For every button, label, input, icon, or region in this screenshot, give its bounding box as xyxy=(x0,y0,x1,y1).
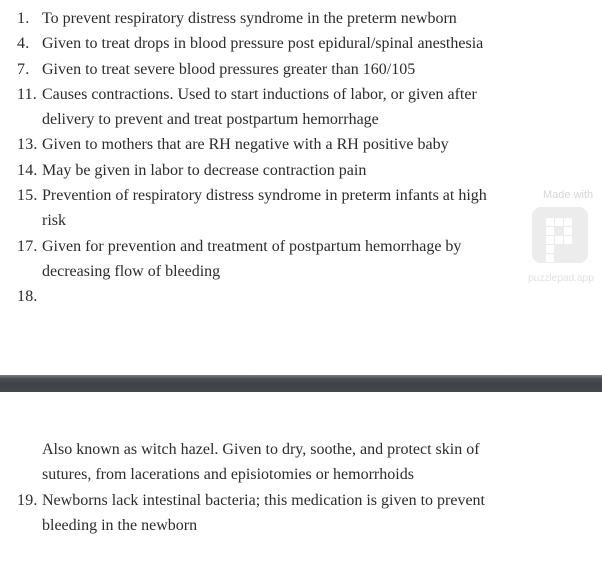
clue-line: Causes contractions. Used to start inductions of labor, or given after xyxy=(42,85,477,103)
puzzlepad-logo-pixel xyxy=(564,245,572,253)
clue-text xyxy=(42,234,590,285)
clue-line: Prevention of respiratory distress syndrome in preterm infants at high xyxy=(42,187,487,205)
clue-line: Given for prevention and treatment of postpartum hemorrhage by xyxy=(42,237,462,255)
clue-text xyxy=(42,31,590,56)
puzzlepad-logo-pixel xyxy=(546,218,554,226)
puzzlepad-logo-icon xyxy=(532,207,588,263)
clue-number: 7. xyxy=(17,60,30,78)
clue-text xyxy=(42,82,590,133)
clue-row xyxy=(17,57,590,82)
clue-row xyxy=(17,6,590,31)
clue-line: Given to mothers that are RH negative with a RH positive baby xyxy=(42,136,449,154)
clue-line: decreasing flow of bleeding xyxy=(42,262,221,280)
clue-line: risk xyxy=(42,212,66,230)
clue-text xyxy=(42,488,590,539)
clue-line: bleeding in the newborn xyxy=(42,516,198,534)
clue-row xyxy=(17,132,590,157)
clue-text xyxy=(42,183,590,234)
puzzlepad-logo-pixel xyxy=(555,236,563,244)
clue-text xyxy=(42,158,590,183)
puzzlepad-logo-pixel xyxy=(564,227,572,235)
clue-row xyxy=(17,284,590,309)
clue-number: 13. xyxy=(17,136,38,154)
puzzlepad-logo-pixel xyxy=(555,227,563,235)
page-separator xyxy=(0,375,602,392)
clue-row xyxy=(17,158,590,183)
clue-list-page-2 xyxy=(17,437,590,538)
clue-row xyxy=(17,183,590,234)
puzzlepad-logo-pixel xyxy=(546,227,554,235)
puzzlepad-logo-pixel xyxy=(546,245,554,253)
watermark-made-with-label: Made with xyxy=(543,189,594,201)
clue-line: delivery to prevent and treat postpartum hemorrhage xyxy=(42,111,379,129)
clue-line: May be given in labor to decrease contraction pain xyxy=(42,161,367,179)
clue-line: sutures, from lacerations and episiotomies or hemorrhoids xyxy=(42,466,414,484)
clue-line: Given to treat drops in blood pressure post epidural/spinal anesthesia xyxy=(42,35,484,53)
puzzlepad-logo-pixel xyxy=(564,218,572,226)
clue-text xyxy=(42,6,590,31)
puzzlepad-logo-pixel xyxy=(555,245,563,253)
clue-number: 17. xyxy=(17,237,38,255)
clue-row xyxy=(17,82,590,133)
clue-number: 18. xyxy=(17,288,38,306)
clue-row xyxy=(17,234,590,285)
clue-number: 1. xyxy=(17,10,30,27)
clue-text xyxy=(42,437,590,488)
clue-text xyxy=(42,284,590,309)
clue-list-page-1 xyxy=(17,6,590,310)
puzzlepad-logo-pixel xyxy=(564,236,572,244)
clue-number: 15. xyxy=(17,187,38,205)
puzzlepad-logo-pixel xyxy=(564,254,572,262)
clue-line: To prevent respiratory distress syndrome in the preterm newborn xyxy=(42,10,457,27)
watermark-brand-label: puzzlepad.app xyxy=(528,272,594,284)
clue-number: 19. xyxy=(17,491,38,509)
clue-line: Also known as witch hazel. Given to dry, soothe, and protect skin of xyxy=(42,441,480,458)
clue-row xyxy=(17,31,590,56)
clue-number: 11. xyxy=(17,85,38,103)
puzzlepad-logo-pixel xyxy=(546,254,554,262)
clue-number: 14. xyxy=(17,161,38,179)
puzzlepad-logo-pixel xyxy=(555,254,563,262)
puzzlepad-logo-pixel xyxy=(546,236,554,244)
puzzlepad-logo-pixel-grid xyxy=(546,218,572,262)
clue-number xyxy=(17,437,42,462)
clue-row xyxy=(17,488,590,539)
clue-line: Given to treat severe blood pressures greater than 160/105 xyxy=(42,60,416,78)
clue-line: Newborns lack intestinal bacteria; this medication is given to prevent xyxy=(42,491,485,509)
clue-number: 4. xyxy=(17,35,30,53)
clue-text xyxy=(42,132,590,157)
clue-row xyxy=(17,437,590,488)
puzzlepad-logo-pixel xyxy=(555,218,563,226)
clue-text xyxy=(42,57,590,82)
